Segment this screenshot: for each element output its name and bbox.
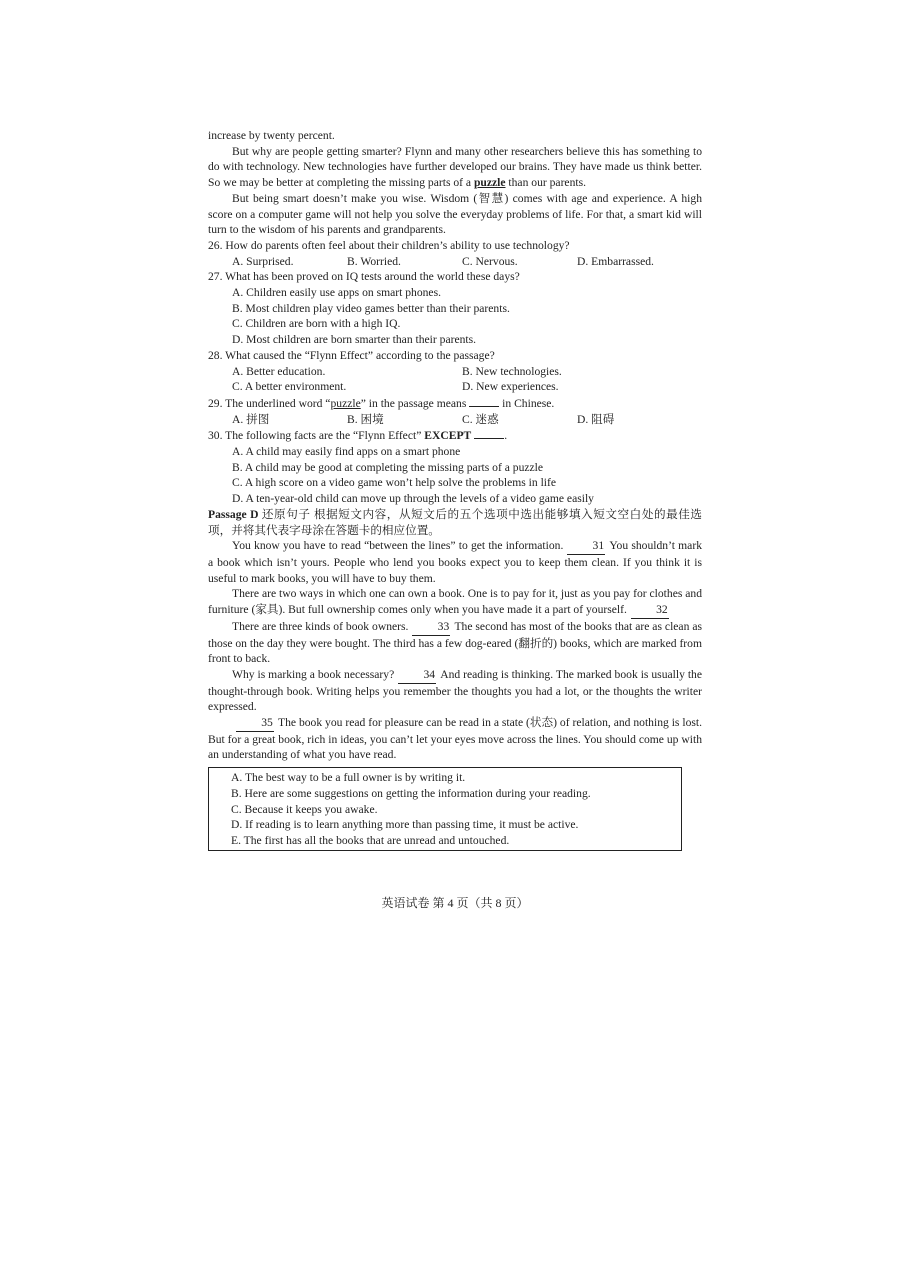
passage-d-paragraph-5 <box>208 715 702 763</box>
passage-c-paragraph <box>208 144 702 191</box>
question-text: 30. The following facts are the “Flynn Effect” <box>208 429 425 443</box>
option-a: A. 拼图 <box>232 412 270 426</box>
paragraph-text: Why is marking a book necessary? <box>232 667 395 681</box>
choice-e: E. The first has all the books that are unread and untouched. <box>231 833 510 847</box>
question-28-options-row1 <box>208 364 702 380</box>
option-d: D. Most children are born smarter than their parents. <box>232 333 477 347</box>
question-26: 26. How do parents often feel about their children’s ability to use technology? <box>208 238 570 252</box>
option-a: A. Better education. <box>232 364 326 378</box>
question-29 <box>208 395 702 412</box>
option-c: C. A better environment. <box>232 380 347 394</box>
passage-d-heading <box>208 507 702 538</box>
option-b: B. 困境 <box>347 412 384 426</box>
paragraph-text: The book you read for pleasure can be read in a state (状态) of relation, and nothing is lost. But for a great book, rich in ideas, you can’t let your eyes move across the lines. You should come up with an understanding of what you have read. <box>208 716 702 762</box>
blank-35: 35 <box>236 715 274 732</box>
question-29-options <box>208 412 702 428</box>
paragraph-text: You know you have to read “between the lines” to get the information. <box>232 539 564 553</box>
option-c: C. Children are born with a high IQ. <box>232 317 401 331</box>
option-d: D. Embarrassed. <box>577 254 654 268</box>
question-28-options-row2 <box>208 379 702 395</box>
option-b: B. A child may be good at completing the missing parts of a puzzle <box>232 460 544 474</box>
option-b: B. Most children play video games better than their parents. <box>232 301 510 315</box>
option-d: D. New experiences. <box>462 380 559 394</box>
blank-34: 34 <box>398 667 436 684</box>
option-d: D. 阻碍 <box>577 412 615 426</box>
passage-d-paragraph-2 <box>208 586 702 618</box>
option-b: B. Worried. <box>347 254 401 268</box>
passage-d-paragraph-3 <box>208 619 702 667</box>
paragraph-text: And reading is thinking. The marked book is usually the thought-through book. Writing helps you remember the thoughts you had a lot, or the thoughts the writer expressed. <box>208 667 702 714</box>
answer-blank <box>469 395 499 407</box>
choice-a: A. The best way to be a full owner is by writing it. <box>231 771 466 785</box>
passage-d-paragraph-4 <box>208 667 702 715</box>
except-keyword: EXCEPT <box>424 429 472 443</box>
paragraph-text: There are two ways in which one can own a book. One is to pay for it, just as you pay for clothes and furniture (家具). But full ownership comes only when you have made it a part of yourself. <box>208 587 702 617</box>
option-a: A. A child may easily find apps on a smart phone <box>232 445 461 459</box>
underlined-word-puzzle: puzzle <box>473 176 506 190</box>
answer-options-box <box>208 767 682 851</box>
paragraph-text: There are three kinds of book owners. <box>232 619 409 633</box>
paragraph-text: The second has most of the books that are as clean as those on the day they were bought. The third has a few dog-eared (翻折的) books, which are marked from front to back. <box>208 619 702 666</box>
option-c: C. 迷惑 <box>462 412 499 426</box>
paragraph-text: than our parents. <box>505 176 587 190</box>
blank-32: 32 <box>631 602 669 619</box>
blank-33: 33 <box>412 619 450 636</box>
page-footer: 英语试卷 第 4 页（共 8 页） <box>381 896 529 910</box>
paragraph-text: But why are people getting smarter? Flynn and many other researchers believe this has something to do with technology. New technologies have further developed our brains. They have made us think better. So we may be better at completing the missing parts of a <box>208 144 702 190</box>
question-27: 27. What has been proved on IQ tests around the world these days? <box>208 270 520 284</box>
option-a: A. Surprised. <box>232 254 294 268</box>
paragraph-text: You shouldn’t mark a book which isn’t yours. People who lend you books expect you to keep them clean. If you think it is useful to mark books, you will have to buy them. <box>208 539 702 585</box>
option-d: D. A ten-year-old child can move up through the levels of a video game easily <box>232 492 594 506</box>
option-c: C. Nervous. <box>462 254 518 268</box>
passage-c-tail: increase by twenty percent. <box>208 129 335 142</box>
blank-31: 31 <box>567 538 605 555</box>
question-30 <box>208 427 702 444</box>
choice-c: C. Because it keeps you awake. <box>231 802 378 816</box>
passage-d-label: Passage D <box>208 507 259 521</box>
answer-blank <box>474 427 504 439</box>
choice-d: D. If reading is to learn anything more than passing time, it must be active. <box>231 818 579 832</box>
question-text: . <box>504 429 508 443</box>
option-c: C. A high score on a video game won’t help solve the problems in life <box>232 476 557 490</box>
question-28: 28. What caused the “Flynn Effect” according to the passage? <box>208 348 495 362</box>
question-26-options <box>208 254 702 270</box>
underlined-word: puzzle <box>330 396 361 410</box>
passage-c-paragraph: But being smart doesn’t make you wise. Wisdom (智慧) comes with age and experience. A high score on a computer game will not help you solve the everyday problems of life. For that, a smart kid will turn to the wisdom of his parents and grandparents. <box>208 191 702 237</box>
choice-b: B. Here are some suggestions on getting the information during your reading. <box>231 786 591 800</box>
question-text: in Chinese. <box>499 396 555 410</box>
passage-d-instruction: 还原句子 根据短文内容，从短文后的五个选项中选出能够填入短文空白处的最佳选项，并将其代表字母涂在答题卡的相应位置。 <box>208 507 702 537</box>
question-text: 29. The underlined word “ <box>208 396 331 410</box>
question-text: ” in the passage means <box>360 396 467 410</box>
passage-d-paragraph-1 <box>208 538 702 586</box>
option-a: A. Children easily use apps on smart phones. <box>232 286 441 300</box>
page-content <box>208 128 702 851</box>
option-b: B. New technologies. <box>462 364 562 378</box>
